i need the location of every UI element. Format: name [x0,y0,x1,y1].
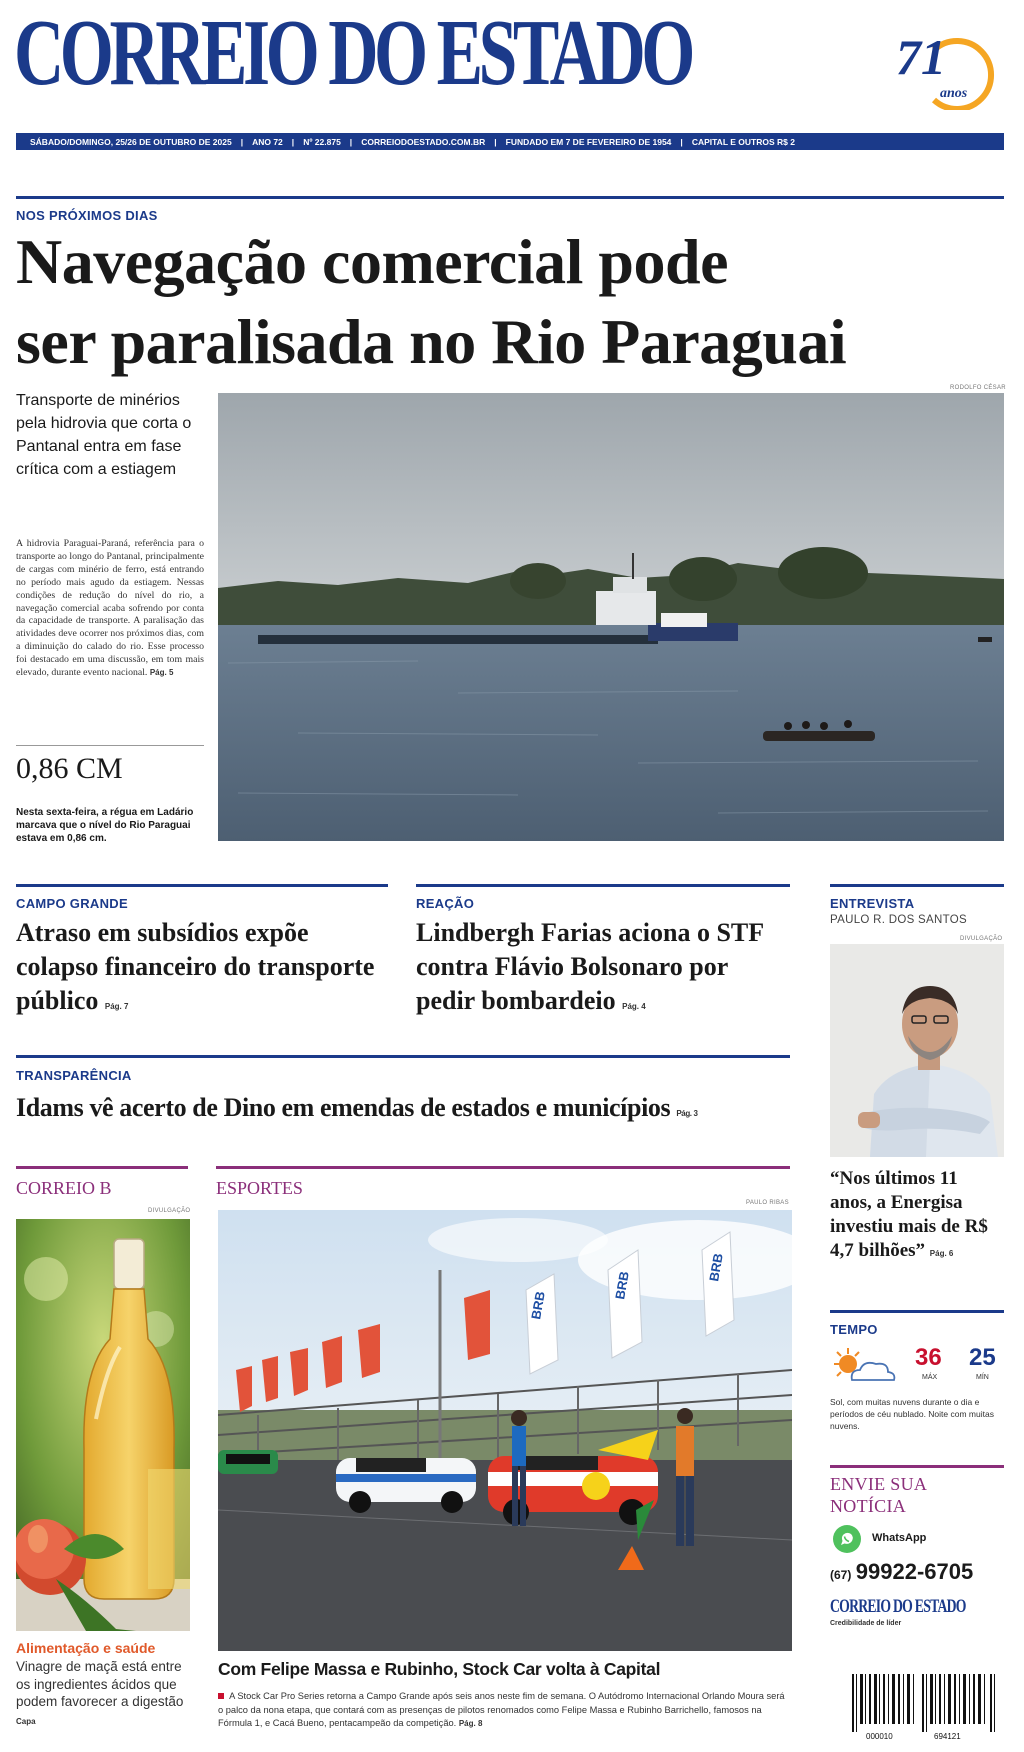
info-date: SÁBADO/DOMINGO, 25/26 DE OUTUBRO DE 2025 [30,136,232,147]
esportes-bullet [218,1693,224,1699]
correio-b-text[interactable] [16,1658,190,1730]
correio-b-page[interactable]: Capa [16,1716,36,1726]
lead-stat-rule [16,745,204,746]
whatsapp-label: WhatsApp [872,1532,927,1544]
lead-photo-river-barge [218,393,1004,841]
transparencia-page[interactable]: Pág. 3 [676,1109,698,1118]
lead-kicker: NOS PRÓXIMOS DIAS [16,208,158,223]
weather-kicker: TEMPO [830,1322,878,1337]
lead-body-text: A hidrovia Paraguai-Paraná, referência para o transporte ao longo do Pantanal, principalmente de cargas com minério de ferro, está entrando no período mais agudo da estiagem. Nessas condições de redução do nível do rio, a navegação comercial acaba sofrendo por conta da capacidade de transporte. A paralisação das atividades deve ocorrer nos próximos dias, com a diminuição do calado do rio. Esse processo foi destacado em uma discussão, em tom mais elevado, durante evento nacional. [16,538,204,679]
masthead-info-bar: SÁBADO/DOMINGO, 25/26 DE OUTUBRO DE 2025 | ANO 72 | Nº 22.875 | CORREIODOESTADO.COM.BR | FUNDADO EM 7 DE FEVEREIRO DE 1954 | CAPITAL E OUTROS R$ 2 [16,133,1004,150]
whatsapp-glyph-icon [832,1524,862,1554]
secondary-2-headline[interactable] [416,916,792,1024]
esportes-headline[interactable]: Com Felipe Massa e Rubinho, Stock Car volta à Capital [218,1659,661,1679]
lead-top-rule [16,196,1004,199]
send-news-title-line1: ENVIE SUA [830,1474,928,1494]
lead-stat-caption: Nesta sexta-feira, a régua em Ladário marcava que o nível do Rio Paraguai estava em 0,86 cm. [16,807,194,844]
anniversary-number: 71 [896,29,946,85]
masthead-title: CORREIO DO ESTADO [14,1,691,105]
flag-text-1: BRB [528,1290,548,1321]
weather-text: Sol, com muitas nuvens durante o dia e períodos de céu nublado. Noite com muitas nuvens. [830,1397,994,1431]
secondary-1-rule [16,884,388,887]
barcode-number-right: 694121 [934,1732,961,1741]
correio-b-rule [16,1166,188,1169]
info-year: ANO 72 [252,136,283,147]
lead-headline-line2: ser paralisada no Rio Paraguai [16,306,847,377]
transparencia-headline-text: Idams vê acerto de Dino em emendas de estados e municípios [16,1093,671,1122]
barcode [850,1674,1004,1746]
weather-max-label: MÁX [922,1374,938,1381]
esportes-text [218,1690,792,1731]
esportes-rule [216,1166,790,1169]
secondary-1-headline-text: Atraso em subsídios expõe colapso financeiro do transporte público [16,918,375,1015]
secondary-2-rule [416,884,790,887]
correio-b-text-body: Vinagre de maçã está entre os ingredientes ácidos que podem favorecer a digestão [16,1659,184,1709]
esportes-photo-stockcar [218,1210,792,1651]
interview-page[interactable]: Pág. 6 [929,1249,954,1258]
info-founded: FUNDADO EM 7 DE FEVEREIRO DE 1954 [505,136,672,147]
weather-max: 36 [915,1344,942,1371]
river-barge-illustration [218,393,1004,841]
lead-headline-line1: Navegação comercial pode [16,226,728,297]
send-news-phone[interactable] [830,1559,973,1585]
secondary-2-headline-text: Lindbergh Farias aciona o STF contra Flávio Bolsonaro por pedir bombardeio [416,918,764,1015]
lead-headline[interactable] [16,222,846,382]
flag-text-3: BRB [706,1252,726,1283]
info-price: CAPITAL E OUTROS R$ 2 [691,136,795,147]
barcode-bars-icon [850,1674,1004,1732]
whatsapp-icon[interactable] [832,1524,862,1554]
secondary-2-kicker: REAÇÃO [416,896,475,911]
interview-quote[interactable] [830,1167,1004,1266]
correio-b-kicker: Alimentação e saúde [16,1640,156,1656]
send-news-brand: CORREIO DO ESTADO [830,1596,966,1617]
weather-rule [830,1310,1004,1313]
send-news-rule [830,1465,1004,1468]
phone-prefix: (67) [830,1568,852,1582]
send-news-slogan: Credibilidade de líder [830,1620,902,1627]
correio-b-label[interactable]: CORREIO B [16,1178,112,1198]
weather-min: 25 [969,1344,996,1371]
anniversary-word: anos [940,86,968,101]
interview-photo-credit: DIVULGAÇÃO [960,936,1003,942]
weather-icon-sun-cloud [832,1346,902,1388]
info-website[interactable]: CORREIODOESTADO.COM.BR [361,136,486,147]
interview-kicker: ENTREVISTA [830,896,915,911]
esportes-page[interactable]: Pág. 8 [458,1719,483,1728]
secondary-1-kicker: CAMPO GRANDE [16,896,128,911]
secondary-2-page[interactable]: Pág. 4 [622,1002,646,1011]
lead-photo-credit: RODOLFO CÉSAR [950,385,1006,391]
vinegar-bottle-illustration [16,1219,190,1631]
esportes-label[interactable]: ESPORTES [216,1178,303,1198]
correio-b-photo-vinegar [16,1219,190,1631]
flag-text-2: BRB [612,1270,632,1301]
transparencia-headline[interactable] [16,1092,796,1130]
lead-body-page[interactable]: Pág. 5 [149,668,174,678]
sun-cloud-icon [832,1346,902,1388]
secondary-1-headline[interactable] [16,916,388,1024]
send-news-title [830,1473,927,1517]
portrait-illustration [830,944,1004,1157]
anniversary-logo [894,30,1004,110]
transparencia-kicker: TRANSPARÊNCIA [16,1068,132,1083]
correio-b-photo-credit: DIVULGAÇÃO [148,1208,191,1214]
lead-deck: Transporte de minérios pela hidrovia que corta o Pantanal entra em fase crítica com a estiagem [16,392,192,478]
interview-rule [830,884,1004,887]
send-news-title-line2: NOTÍCIA [830,1496,907,1516]
esportes-text-body: A Stock Car Pro Series retorna a Campo Grande após seis anos neste fim de semana. O Autódromo Internacional Orlando Moura será o palco da nona etapa, que contará com as presenças de pilotos renomados como Felipe Massa e Rubinho Barrichello, famosos na Fórmula 1, e Cacá Bueno, pentacampeão da competição. [218,1691,785,1728]
info-number: Nº 22.875 [303,136,341,147]
interview-name: PAULO R. DOS SANTOS [830,914,967,926]
lead-body [16,538,204,680]
barcode-number-left: 000010 [866,1732,893,1741]
phone-number: 99922-6705 [855,1559,974,1584]
lead-stat-value: 0,86 CM [16,752,123,785]
weather-min-label: MÍN [976,1374,989,1381]
interview-quote-text: “Nos últimos 11 anos, a Energisa investiu mais de R$ 4,7 bilhões” [830,1168,988,1261]
stockcar-track-illustration [218,1210,792,1651]
esportes-photo-credit: PAULO RIBAS [746,1200,789,1206]
secondary-1-page[interactable]: Pág. 7 [104,1002,129,1011]
interview-photo-portrait [830,944,1004,1157]
transparencia-rule [16,1055,790,1058]
